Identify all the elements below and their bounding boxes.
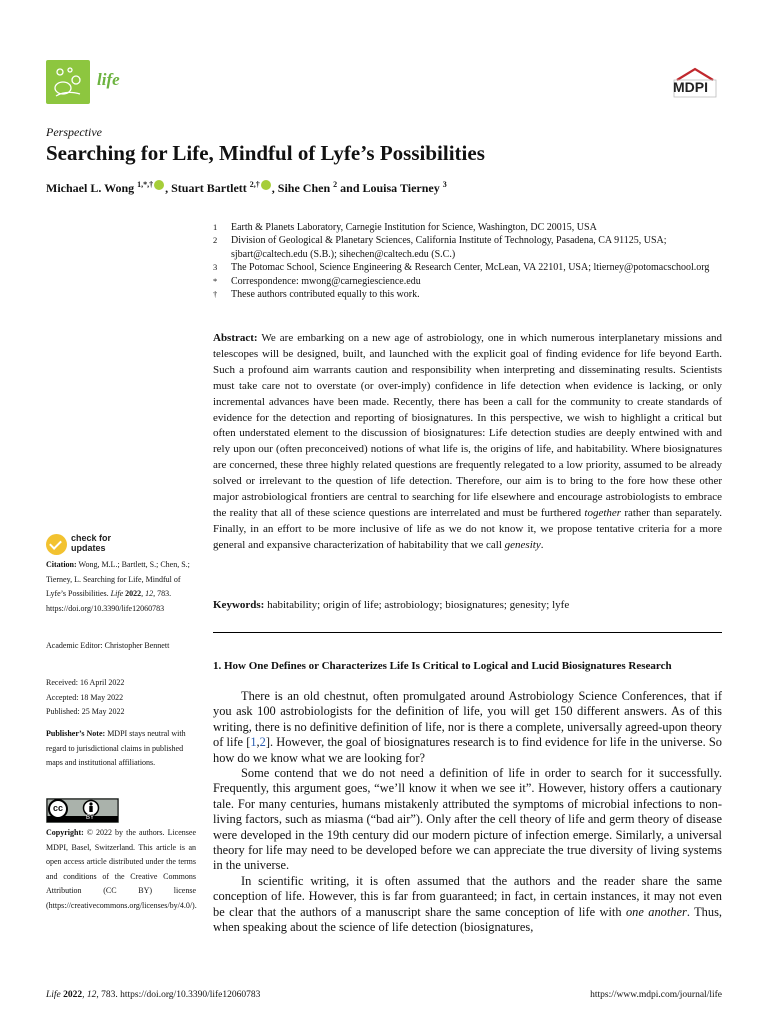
keywords-label: Keywords: [213,599,265,611]
affiliation-item [213,288,723,301]
publisher-note-text: MDPI stays neutral with regard to jurisdictional claims in published maps and institutional affiliations. [46,729,186,768]
citation-journal: Life [110,589,124,599]
footer-doi[interactable]: , 783. https://doi.org/10.3390/life12060783 [96,990,261,1000]
abstract-segment: . [540,538,544,551]
affiliation-item [213,261,723,274]
copyright-label: Copyright: [46,828,84,837]
date-accepted: Accepted: 18 May 2022 [46,692,124,702]
check-for-updates-line2: updates [71,543,106,553]
abstract [213,331,722,554]
citation-text: Wong, M.L.; Bartlett, S.; Chen, S.; Tierney, L. Searching for Life, Mindful of Lyfe’s Possibilities. [46,560,190,599]
affiliation-item [213,275,723,288]
body-paragraph [213,874,722,936]
affiliation-text: These authors contributed equally to this work. [231,289,420,301]
abstract-text [213,332,722,551]
check-for-updates-line1: check for [71,533,112,543]
citation-year: 2022 [123,589,142,599]
affiliation-mark: 2 [213,235,218,246]
journal-name: life [97,70,120,89]
orcid-icon[interactable] [154,180,164,190]
affiliation-text: The Potomac School, Science Engineering & Research Center, McLean, VA 22101, USA; ltierney@potomacschool.org [231,262,710,274]
author-affiliation-mark: 1,*,† [137,180,154,189]
author-name: Michael L. Wong [46,181,135,195]
footer-year: 2022 [60,990,83,1000]
mdpi-logo [668,66,722,100]
body-segment: There is an old chestnut, often promulgated around Astrobiology Science Conferences, that if you ask 100 astrobiologists for the definition of life, you will get 150 different answers. As of this writing, there is no definitive definition of life, nor is there a complete, universally agreed-upon theory of life [ [213,689,722,750]
abstract-segment: We are embarking on a new age of astrobiology, one in which numerous interplanetary missions and telescopes will be designed, built, and launched with the explicit goal of finding evidence for life beyond Earth. Such a profound aim warrants caution and responsibility when interpreting and disseminating results. Scientists must take care not to overstate (or over-imply) confidence in life detection when evidence is lacking, or only incremental advances have been made. Recently, there has been a call for the community to create standards of evidence for the detection and reporting of biosignatures. In this perspective, we wish to highlight a critical but often understated element to the discussion of biosignatures: Life detection studies are deeply entwined with and rely upon our (often preconceived) notions of what life is, the origins of life, and habitability. Where biosignatures are concerned, these three highly related questions are frequently relegated to a low priority, assumed to be already solved or irrelevant to the question of life detection. Therefore, our aim is to bring to the fore how these other major astrobiological frontiers are central to searching for life elsewhere and encourage astrobiologists to embrace the reality that all of these science questions are interrelated and must be furthered [213,332,722,519]
reference-link[interactable]: 2 [259,735,266,750]
author-name: Louisa Tierney [362,181,440,195]
keywords [213,598,722,613]
author-name: Sihe Chen [277,181,331,195]
section-divider [213,632,722,633]
body-paragraph [213,766,722,874]
author-affiliation-mark: 2,† [249,180,260,189]
publication-dates [46,676,196,720]
body-text [213,689,722,936]
cc-by-license-icon[interactable]: cc BY [46,798,119,823]
body-segment: Some contend that we do not need a definition of life in order to search for it successfully. Frequently, this argument goes, “we’ll know it when we see it”. However, history offers a cautionary tale. For many centuries, humans mistakenly attributed the symptoms of microbial infections to non-living factors, such as miasma (“bad air”). Only after the cell theory of life and germ theory of disease were developed in the 19th century did our modern picture of infection emerge. Similarly, a universal theory for life may need to be developed before we can appreciate the true diversity of living systems in the universe. [213,766,722,873]
author-list [46,180,447,196]
cc-by-text: BY [86,815,95,821]
author-separator: , [165,181,172,195]
footer-journal-url[interactable]: https://www.mdpi.com/journal/life [590,990,722,1000]
academic-editor: Academic Editor: Christopher Bennett [46,641,170,650]
orcid-icon[interactable] [261,180,271,190]
affiliation-item [213,221,723,234]
author-separator: , [271,181,278,195]
keywords-list: habitability; origin of life; astrobiology; biosignatures; genesity; lyfe [264,599,570,611]
body-segment: In scientific writing, it is often assumed that the authors and the reader share the same conception of life. However, this is far from guaranteed; in fact, in certain instances, it may not even be clear that the authors of a manuscript share the same conception of life with [213,873,722,919]
citation-label: Citation: [46,560,77,569]
affiliation-mark: † [213,289,218,300]
body-segment: ]. However, the goal of biosignatures research is to find evidence for life in the universe. So how do we know what we are looking for? [213,735,723,765]
author-separator: and [337,181,363,195]
abstract-emphasis: genesity [504,538,541,551]
publisher-name: MDPI [673,79,708,95]
footer-volume: , 12 [82,990,97,1000]
body-segment: . Thus, when speaking about the science of life detection (biosignatures, [213,904,722,935]
check-for-updates-button[interactable] [71,533,111,553]
publisher-note [46,727,196,771]
journal-logo [46,60,90,104]
affiliation-mark: * [213,275,218,286]
date-received: Received: 16 April 2022 [46,678,125,687]
section-heading: 1. How One Defines or Characterizes Life Is Critical to Logical and Lucid Biosignatures Research [213,660,672,672]
copyright [46,826,196,914]
footer-citation [46,990,260,1000]
affiliation-text: Correspondence: mwong@carnegiescience.edu [231,275,421,287]
abstract-emphasis: together [584,506,622,519]
affiliation-item [213,234,723,261]
affiliations [213,221,723,301]
affiliation-mark: 1 [213,222,218,232]
article-type: Perspective [46,125,102,139]
abstract-segment: rather than separately. Finally, in an effort to be more inclusive of life as we do not know it, we propose tentative criteria for a more general and expansive characterization of habitability that we call [213,506,722,551]
author-affiliation-mark: 3 [442,180,447,189]
check-for-updates-icon[interactable] [46,534,67,555]
copyright-text: © 2022 by the authors. Licensee MDPI, Basel, Switzerland. This article is an open access article distributed under the terms and conditions of the Creative Commons Attribution (CC BY) license (https://creativecommons.org/licenses/by/4.0/). [46,828,197,910]
author-affiliation-mark: 2 [333,180,338,189]
body-paragraph [213,689,722,766]
reference-link[interactable]: 1 [250,735,257,750]
affiliation-text: Earth & Planets Laboratory, Carnegie Institution for Science, Washington, DC 20015, USA [231,222,597,233]
citation-doi[interactable]: , 783. https://doi.org/10.3390/life12060783 [46,589,172,613]
body-emphasis: one another [625,904,687,919]
citation [46,558,196,616]
abstract-label: Abstract: [213,332,258,344]
publisher-note-label: Publisher’s Note: [46,729,106,738]
life-logo-icon [46,60,90,104]
author-name: Stuart Bartlett [171,181,247,195]
footer-journal: Life [46,990,61,1000]
body-segment: , [256,735,260,750]
affiliation-text: Division of Geological & Planetary Sciences, California Institute of Technology, Pasadena, CA 91125, USA; sjbart@caltech.edu (S.B.); sihechen@caltech.edu (S.C.) [231,235,667,260]
date-published: Published: 25 May 2022 [46,707,125,717]
citation-volume: , 12 [141,589,154,599]
affiliation-mark: 3 [213,262,218,273]
article-title: Searching for Life, Mindful of Lyfe’s Possibilities [46,141,485,165]
